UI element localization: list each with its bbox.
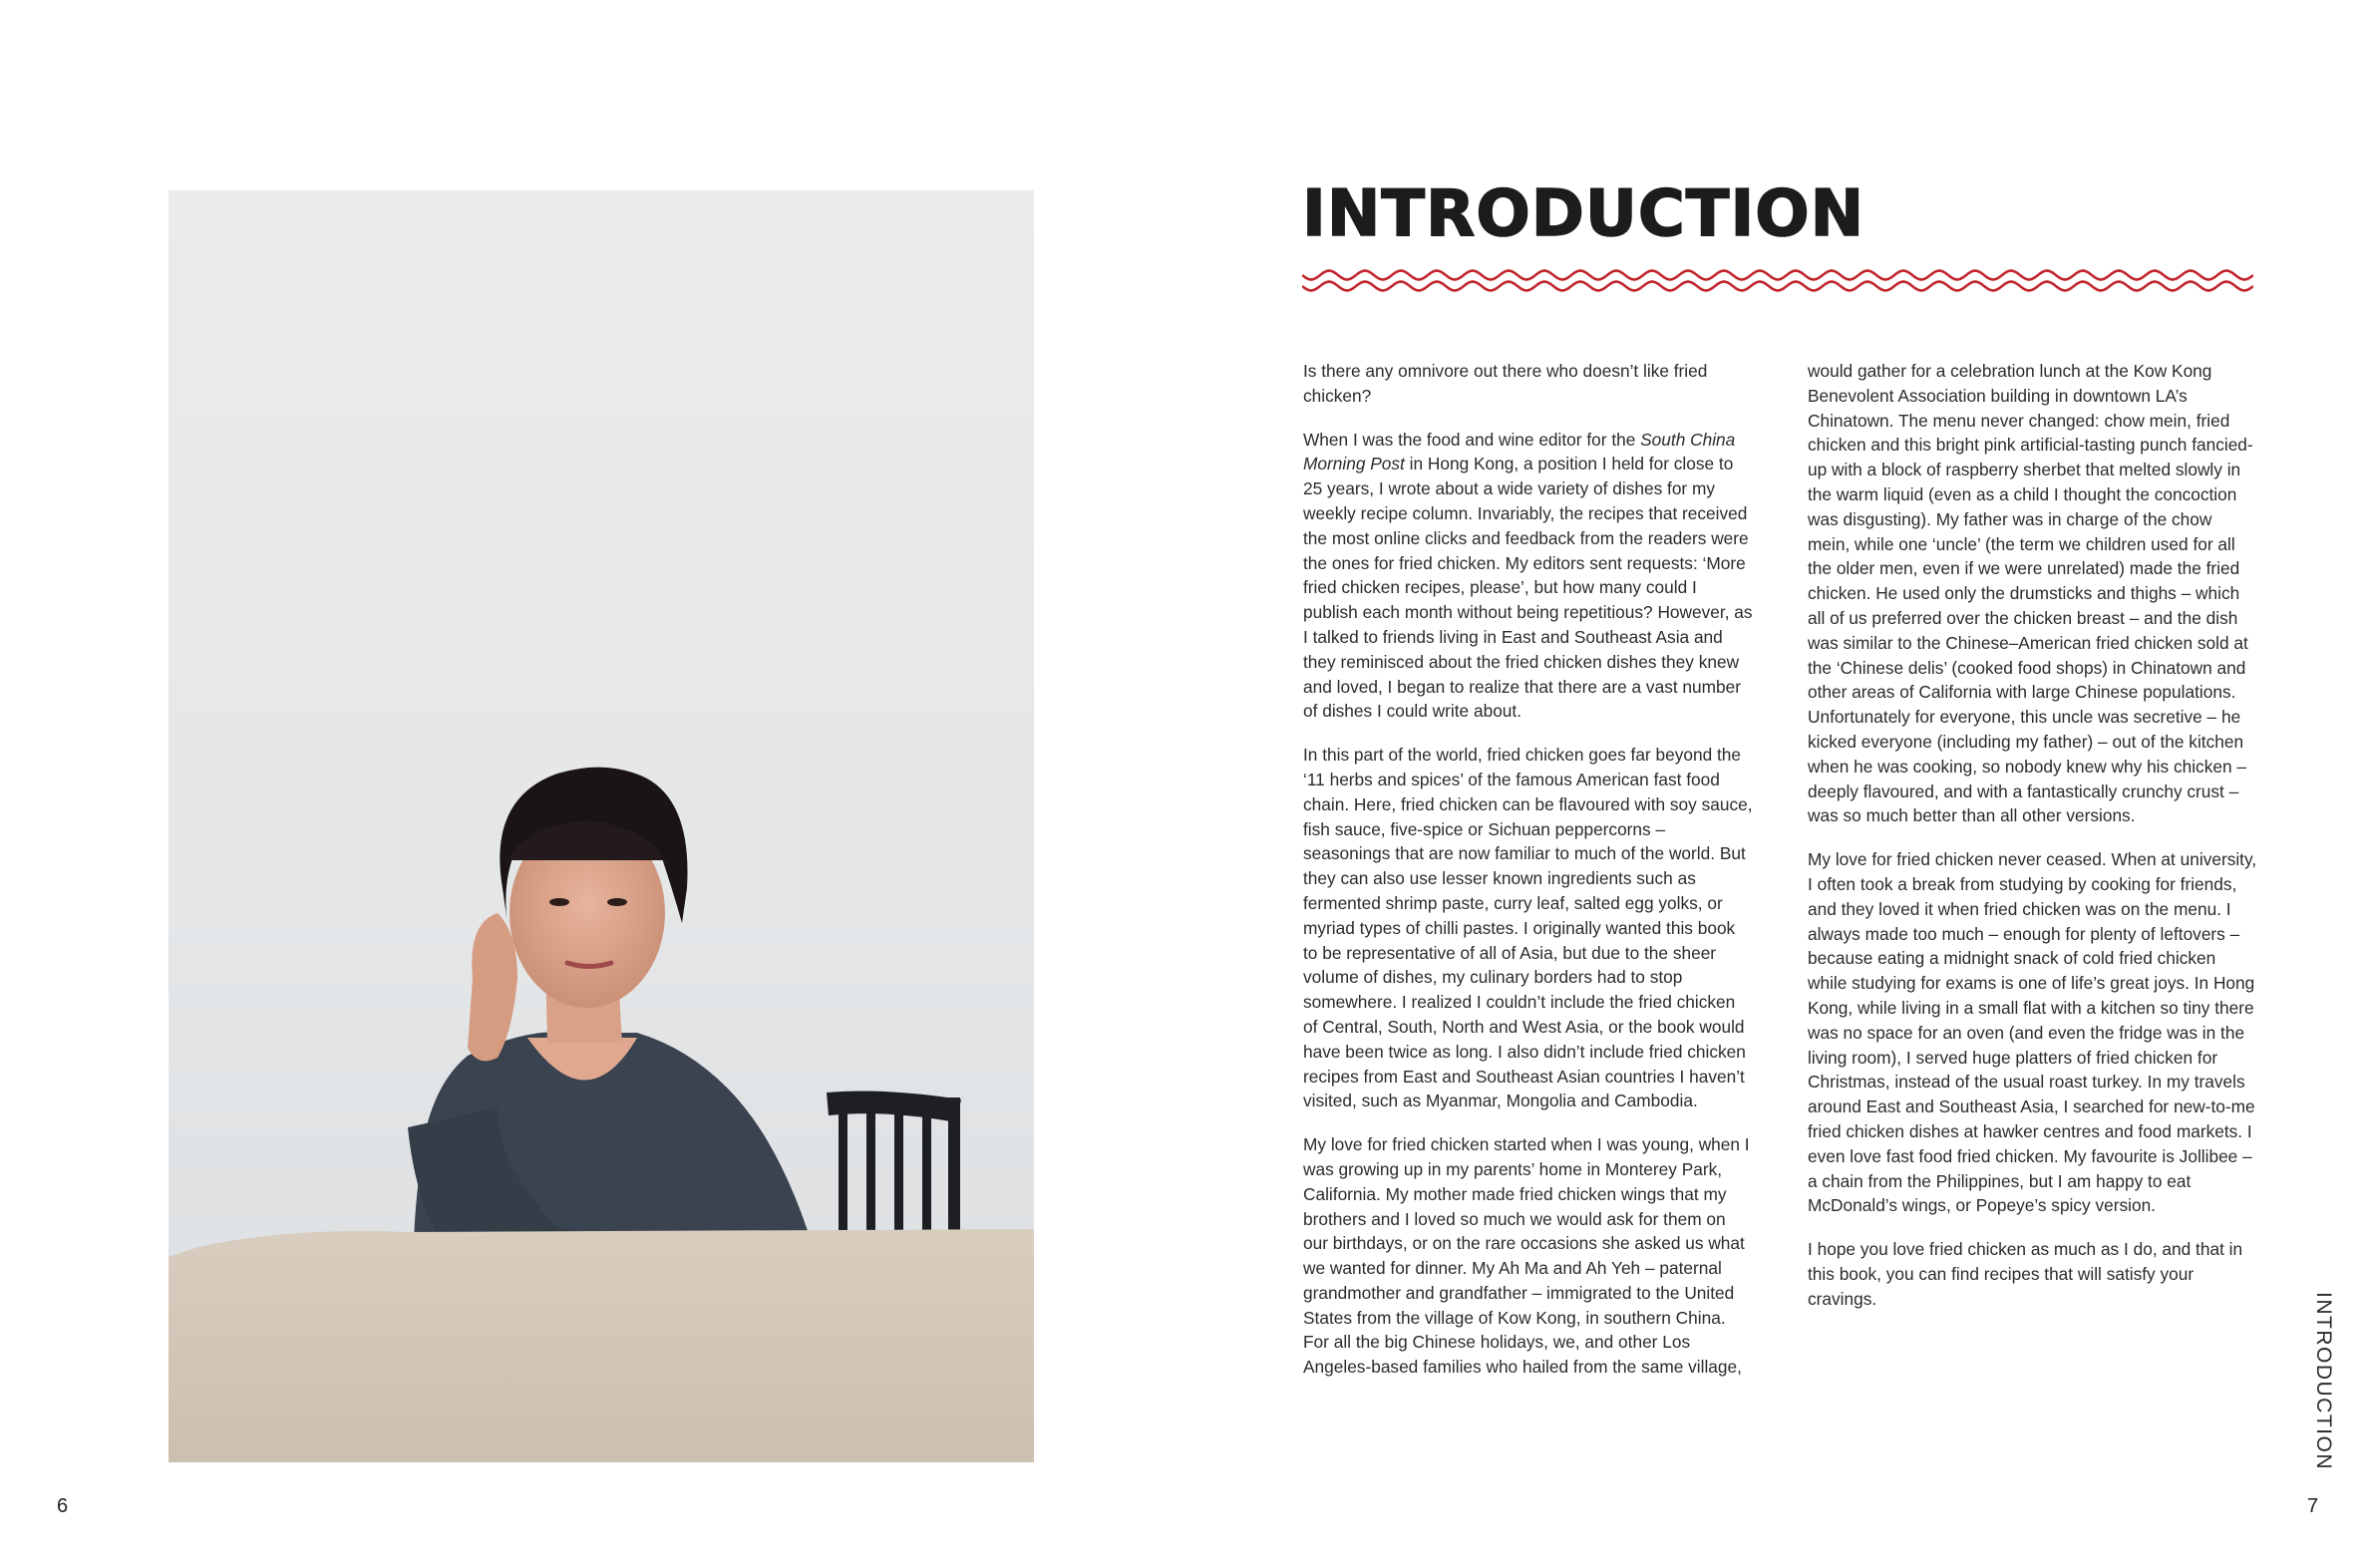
page-number-left: 6 — [57, 1495, 69, 1517]
title-wave-decoration — [1302, 267, 2253, 295]
text-column-2 — [1808, 359, 2258, 1330]
page-title: INTRODUCTION — [1302, 177, 1865, 251]
author-photo — [169, 190, 1034, 1462]
running-head: INTRODUCTION — [2312, 1292, 2335, 1470]
paragraph: Is there any omnivore out there who doesn’t like fried chicken? — [1303, 361, 1708, 406]
paragraph: When I was the food and wine editor for the South China Morning Post in Hong Kong, a position I held for close to 25 years, I wrote about a wide variety of dishes for my weekly recipe column. Invariably, the recipes that received the most online clicks and feedback from the readers were the ones for fried chicken. My editors sent requests: ‘More fried chicken recipes, please’, but how many could I publish each month without being repetitious? However, as I talked to friends living in East and Southeast Asia and they reminisced about the fried chicken dishes they knew and loved, I began to realize that there are a vast number of dishes I could write about. — [1303, 429, 1753, 722]
paragraph: would gather for a celebration lunch at the Kow Kong Benevolent Association building in downtown LA’s Chinatown. The menu never changed: chow mein, fried chicken and this bright pink artificial-tasting punch fancied-up with a block of raspberry sherbet that melted slowly in the warm liquid (even as a child I thought the concoction was disgusting). My father was in charge of the chow mein, while one ‘uncle’ (the term we children used for all the older men, even if we were unrelated) made the fried chicken. He used only the drumsticks and thighs – which all of us preferred over the chicken breast – and the dish was similar to the Chinese–American fried chicken sold at the ‘Chinese delis’ (cooked food shops) in Chinatown and other areas of California with large Chinese populations. Unfortunately for everyone, this uncle was secretive – he kicked everyone (including my father) – out of the kitchen when he was cooking, so nobody knew why his chicken – deeply flavoured, and with a fantastically crunchy crust – was so much better than all other versions. — [1808, 361, 2253, 826]
paragraph: In this part of the world, fried chicken goes far beyond the ‘11 herbs and spices’ of the famous American fast food chain. Here, fried chicken can be flavoured with soy sauce, fish sauce, five-spice or Sichuan peppercorns – seasonings that are now familiar to much of the world. But they can also use lesser known ingredients such as fermented shrimp paste, curry leaf, salted egg yolks, or myriad types of chilli pastes. I originally wanted this book to be representative of all of Asia, but due to the sheer volume of dishes, my culinary borders had to stop somewhere. I realized I couldn’t include the fried chicken of Central, South, North and West Asia, or the book would have been twice as long. I also didn’t include fried chicken recipes from East and Southeast Asian countries I haven’t visited, such as Myanmar, Mongolia and Cambodia. — [1303, 745, 1753, 1111]
publication-title: South China Morning Post — [1303, 429, 1736, 474]
paragraph: My love for fried chicken never ceased. When at university, I often took a break from studying by cooking for friends, and they loved it when fried chicken was on the menu. I always made too much – enough for plenty of leftovers – because eating a midnight snack of cold fried chicken while studying for exams is one of life’s great joys. In Hong Kong, while living in a small flat with a kitchen so tiny there was no space for an oven (and even the fridge was in the living room), I served huge platters of fried chicken for Christmas, instead of the usual roast turkey. In my travels around East and Southeast Asia, I searched for new-to-me fried chicken dishes at hawker centres and food markets. I even love fast food fried chicken. My favourite is Jollibee – a chain from the Philippines, but I am happy to eat McDonald’s wings, or Popeye’s spicy version. — [1808, 849, 2257, 1216]
author-portrait-illustration — [169, 190, 1034, 1462]
paragraph: My love for fried chicken started when I was young, when I was growing up in my parents’ home in Monterey Park, California. My mother made fried chicken wings that my brothers and I loved so much we would ask for them on our birthdays, or on the rare occasions she asked us what we wanted for dinner. My Ah Ma and Ah Yeh – paternal grandmother and grandfather – immigrated to the United States from the village of Kow Kong, in southern China. For all the big Chinese holidays, we, and other Los Angeles-based families who hailed from the same village, — [1303, 1134, 1750, 1378]
page-number-right: 7 — [2307, 1495, 2319, 1517]
paragraph: I hope you love fried chicken as much as I do, and that in this book, you can find recipes that will satisfy your cravings. — [1808, 1239, 2243, 1309]
text-column-1 — [1303, 359, 1754, 1399]
